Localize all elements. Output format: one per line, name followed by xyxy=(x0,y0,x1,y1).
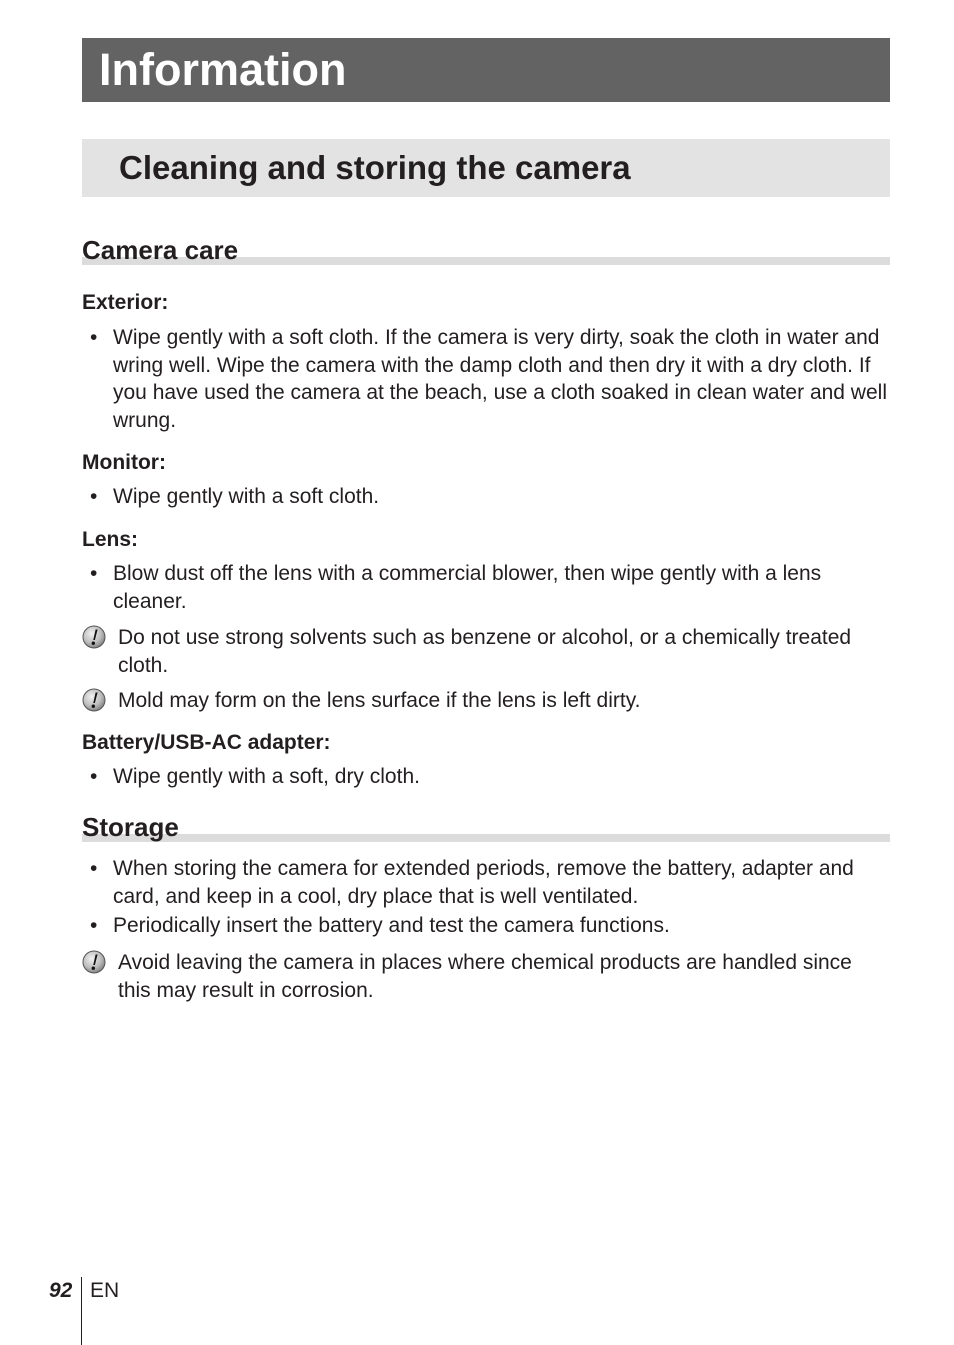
caution-icon xyxy=(82,688,106,712)
caution-note-text: Mold may form on the lens surface if the lens is left dirty. xyxy=(118,689,641,712)
caution-icon xyxy=(82,950,106,974)
bullet-dot: • xyxy=(90,326,98,349)
exterior-bullet-text: Wipe gently with a soft cloth. If the camera is very dirty, soak the cloth in water and wring well. Wipe the camera with the damp cloth and then dry it with a dry cloth. If you have used the camera at the beach, use a cloth soaked in clean water and well wrung. xyxy=(113,326,887,432)
storage-bullet-text: Periodically insert the battery and test the camera functions. xyxy=(113,914,670,937)
camera-care-heading: Camera care xyxy=(82,235,239,265)
section-title: Cleaning and storing the camera xyxy=(119,149,631,186)
battery-bullet-text: Wipe gently with a soft, dry cloth. xyxy=(113,765,420,788)
bullet-dot: • xyxy=(90,914,98,937)
battery-label: Battery/USB-AC adapter: xyxy=(82,731,331,754)
storage-bullet-text: When storing the camera for extended periods, remove the battery, adapter and card, and keep in a cool, dry place that is well ventilated. xyxy=(113,857,854,908)
exterior-label: Exterior: xyxy=(82,291,169,314)
bullet-dot: • xyxy=(90,562,98,585)
caution-icon xyxy=(82,625,106,649)
heading-rule xyxy=(82,834,890,842)
camera-care-heading-block xyxy=(82,229,890,265)
footer-divider xyxy=(81,1277,82,1345)
chapter-title-bar xyxy=(82,38,890,102)
section-title-bar xyxy=(82,139,890,197)
caution-note-text: Avoid leaving the camera in places where chemical products are handled since this may result in corrosion. xyxy=(118,951,852,1002)
storage-heading-block xyxy=(82,806,890,842)
caution-note-text: Do not use strong solvents such as benzene or alcohol, or a chemically treated cloth. xyxy=(118,626,852,677)
bullet-dot: • xyxy=(90,765,98,788)
monitor-bullet-text: Wipe gently with a soft cloth. xyxy=(113,485,380,508)
bullet-dot: • xyxy=(90,485,98,508)
lens-label: Lens: xyxy=(82,528,139,551)
storage-heading: Storage xyxy=(82,812,179,842)
lens-bullet-text: Blow dust off the lens with a commercial blower, then wipe gently with a lens cleaner. xyxy=(113,562,822,613)
bullet-dot: • xyxy=(90,857,98,880)
language-code: EN xyxy=(90,1279,120,1302)
chapter-title: Information xyxy=(99,44,347,95)
page-number: 92 xyxy=(49,1279,73,1302)
monitor-label: Monitor: xyxy=(82,451,166,474)
